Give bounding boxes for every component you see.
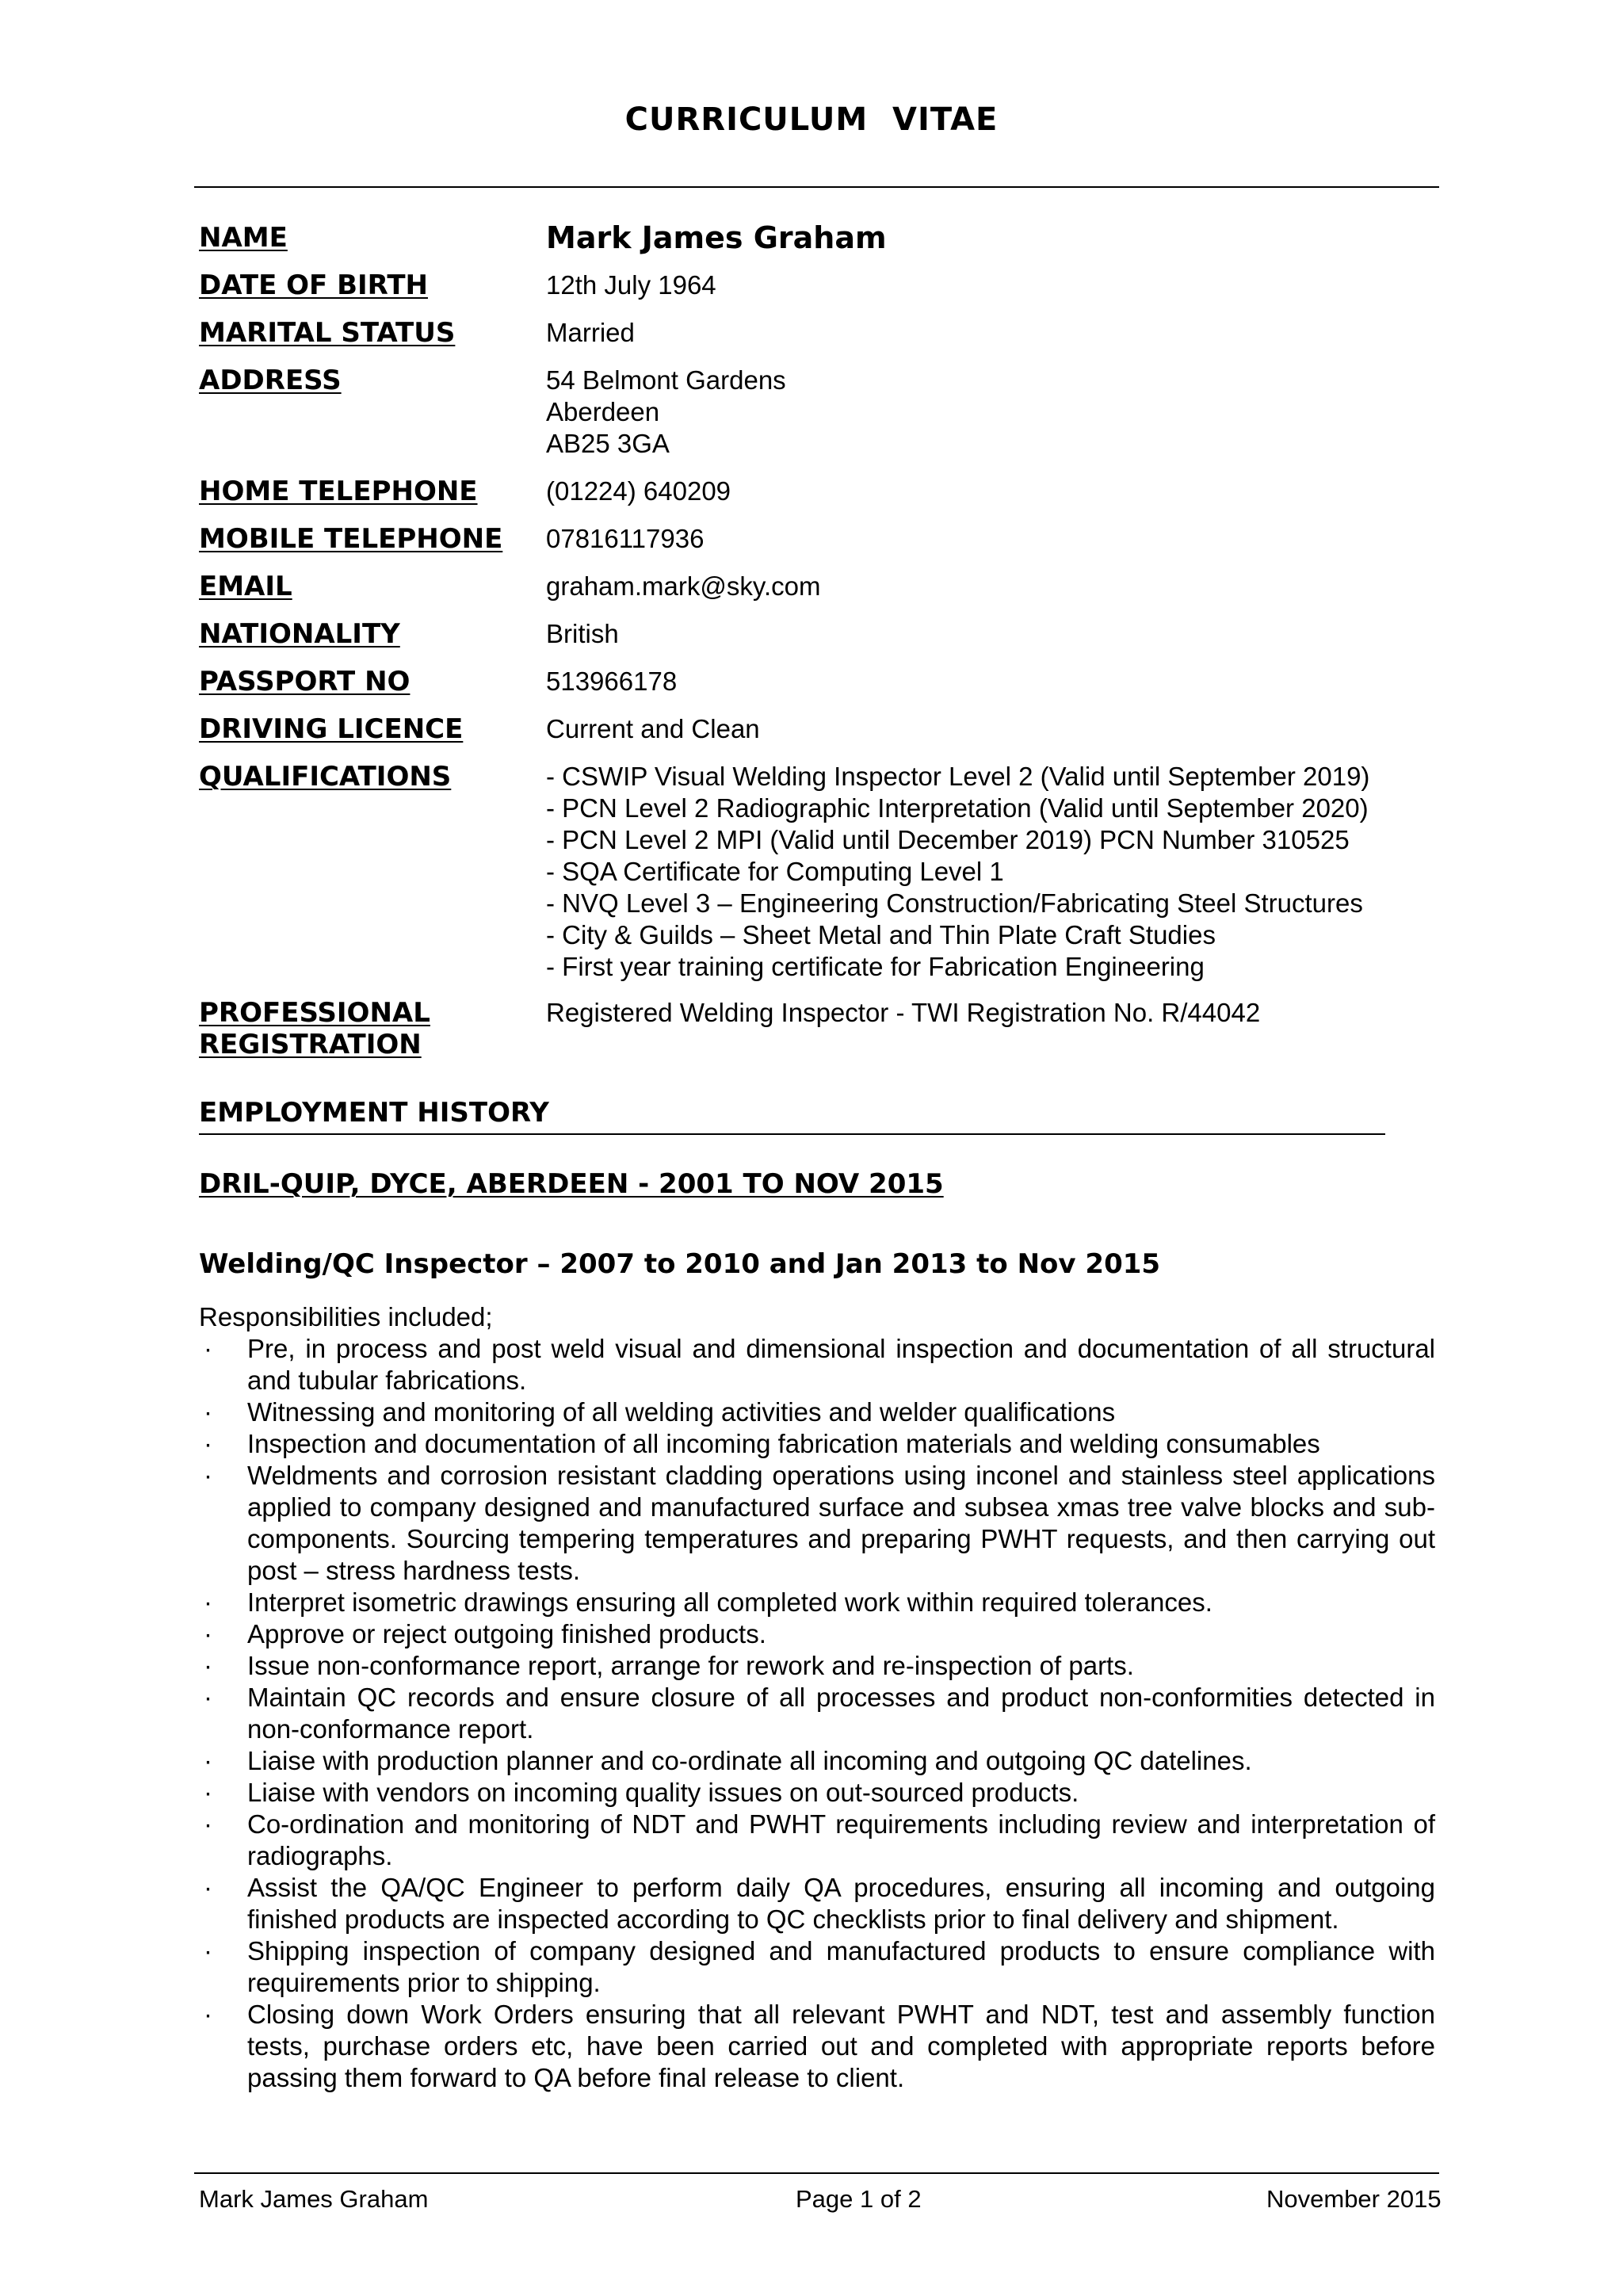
qualification-item: - SQA Certificate for Computing Level 1 [546, 857, 1004, 886]
qualification-item: - First year training certificate for Fabrication Engineering [546, 952, 1205, 981]
mobile-telephone-label: MOBILE TELEPHONE [199, 523, 503, 555]
professional-registration-value: Registered Welding Inspector - TWI Registration No. R/44042 [546, 998, 1261, 1027]
responsibility-text: Shipping inspection of company designed and manufactured products to ensure compliance with requirements prior to shipping. [247, 1936, 1435, 1997]
address-value [546, 365, 786, 460]
responsibility-text: Issue non-conformance report, arrange for rework and re-inspection of parts. [247, 1651, 1134, 1680]
employment-history-title: EMPLOYMENT HISTORY [199, 1097, 549, 1129]
marital-status-label: MARITAL STATUS [199, 317, 456, 349]
responsibility-item [199, 1935, 1435, 1999]
role-heading: Welding/QC Inspector – 2007 to 2010 and Jan 2013 to Nov 2015 [199, 1248, 1161, 1280]
responsibility-item [199, 1587, 1435, 1618]
responsibility-item [199, 1745, 1435, 1777]
responsibility-text: Assist the QA/QC Engineer to perform daily QA procedures, ensuring all incoming and outgoing finished products are inspected according to QC checklists prior to final delivery and shipment. [247, 1873, 1435, 1934]
responsibility-text: Co-ordination and monitoring of NDT and PWHT requirements including review and interpretation of radiographs. [247, 1809, 1435, 1870]
company-heading: DRIL-QUIP, DYCE, ABERDEEN - 2001 TO NOV 2015 [199, 1168, 944, 1200]
bullet-icon: · [204, 1429, 212, 1458]
responsibility-item [199, 1809, 1435, 1872]
dob-label: DATE OF BIRTH [199, 269, 428, 301]
driving-licence-label: DRIVING LICENCE [199, 713, 464, 745]
responsibility-item [199, 1396, 1435, 1428]
responsibility-text: Pre, in process and post weld visual and dimensional inspection and documentation of all structural and tubular fabrications. [247, 1334, 1435, 1395]
employment-history-heading [199, 1097, 1388, 1129]
responsibility-item [199, 1872, 1435, 1935]
name-value: Mark James Graham [546, 220, 887, 255]
title-divider [194, 186, 1439, 188]
qualification-item: - CSWIP Visual Welding Inspector Level 2 (Valid until September 2019) [546, 762, 1370, 791]
qualification-item: - NVQ Level 3 – Engineering Construction/Fabricating Steel Structures [546, 888, 1363, 918]
bullet-icon: · [204, 1619, 212, 1648]
responsibility-item [199, 1682, 1435, 1745]
bullet-icon: · [204, 1873, 212, 1902]
responsibility-text: Liaise with vendors on incoming quality issues on out-sourced products. [247, 1778, 1079, 1807]
bullet-icon: · [204, 1778, 212, 1807]
responsibility-item [199, 1428, 1435, 1460]
bullet-icon: · [204, 1936, 212, 1966]
qualifications-label: QUALIFICATIONS [199, 761, 452, 793]
nationality-value: British [546, 619, 619, 648]
bullet-icon: · [204, 1461, 212, 1490]
email-label: EMAIL [199, 571, 292, 602]
home-telephone-label: HOME TELEPHONE [199, 476, 478, 507]
address-label: ADDRESS [199, 365, 342, 396]
responsibilities-list [199, 1333, 1435, 2094]
bullet-icon: · [204, 1651, 212, 1680]
qualifications-list-container [546, 761, 1369, 983]
responsibility-text: Liaise with production planner and co-ordinate all incoming and outgoing QC datelines. [247, 1746, 1252, 1775]
bullet-icon: · [204, 1334, 212, 1363]
qualification-item: - PCN Level 2 MPI (Valid until December 2019) PCN Number 310525 [546, 825, 1350, 854]
nationality-label: NATIONALITY [199, 618, 400, 650]
footer-divider [194, 2172, 1439, 2174]
responsibility-item [199, 1999, 1435, 2094]
bullet-icon: · [204, 1683, 212, 1712]
qualifications-list [546, 761, 1369, 983]
bullet-icon: · [204, 1746, 212, 1775]
driving-licence-value: Current and Clean [546, 714, 760, 743]
responsibility-item [199, 1333, 1435, 1396]
responsibility-text: Maintain QC records and ensure closure of all processes and product non-conformities detected in non-conformance report. [247, 1683, 1435, 1744]
professional-registration-label-2: REGISTRATION [199, 1029, 422, 1060]
bullet-icon: · [204, 2000, 212, 2029]
marital-status-value: Married [546, 318, 635, 347]
address-line: 54 Belmont Gardens [546, 365, 786, 395]
footer-date: November 2015 [1266, 2185, 1442, 2213]
responsibility-item [199, 1777, 1435, 1809]
qualification-item: - PCN Level 2 Radiographic Interpretation (Valid until September 2020) [546, 793, 1369, 823]
footer-author: Mark James Graham [199, 2185, 429, 2213]
employment-history-underline [199, 1133, 1385, 1135]
bullet-icon: · [204, 1587, 212, 1617]
passport-label: PASSPORT NO [199, 666, 411, 697]
responsibility-text: Weldments and corrosion resistant cladding operations using inconel and stainless steel applications applied to company designed and manufactured surface and subsea xmas tree valve blocks and sub-components. Sourcing tempering temperatures and preparing PWHT requests, and then carrying out post – stress hardness tests. [247, 1461, 1435, 1585]
responsibility-text: Approve or reject outgoing finished products. [247, 1619, 766, 1648]
footer-page-number: Page 1 of 2 [796, 2185, 922, 2213]
bullet-icon: · [204, 1809, 212, 1839]
qualification-item: - City & Guilds – Sheet Metal and Thin Plate Craft Studies [546, 920, 1216, 949]
home-telephone-value: (01224) 640209 [546, 476, 731, 506]
responsibilities-intro: Responsibilities included; [199, 1302, 493, 1331]
name-label: NAME [199, 222, 288, 254]
responsibility-item [199, 1618, 1435, 1650]
bullet-icon: · [204, 1397, 212, 1427]
mobile-telephone-value: 07816117936 [546, 524, 705, 553]
responsibility-text: Witnessing and monitoring of all welding activities and welder qualifications [247, 1397, 1116, 1427]
dob-value: 12th July 1964 [546, 270, 716, 300]
responsibility-text: Closing down Work Orders ensuring that all relevant PWHT and NDT, test and assembly function tests, purchase orders etc, have been carried out and completed with appropriate reports before passing them forward to QA before final release to client. [247, 2000, 1435, 2092]
responsibility-text: Interpret isometric drawings ensuring all completed work within required tolerances. [247, 1587, 1212, 1617]
address-line: Aberdeen [546, 397, 660, 426]
address-line: AB25 3GA [546, 429, 670, 458]
responsibility-item [199, 1460, 1435, 1587]
responsibility-text: Inspection and documentation of all incoming fabrication materials and welding consumables [247, 1429, 1320, 1458]
passport-value: 513966178 [546, 667, 678, 696]
document-title: CURRICULUM VITAE [624, 101, 999, 138]
email-value: graham.mark@sky.com [546, 571, 821, 601]
responsibility-item [199, 1650, 1435, 1682]
professional-registration-label-1: PROFESSIONAL [199, 997, 430, 1029]
